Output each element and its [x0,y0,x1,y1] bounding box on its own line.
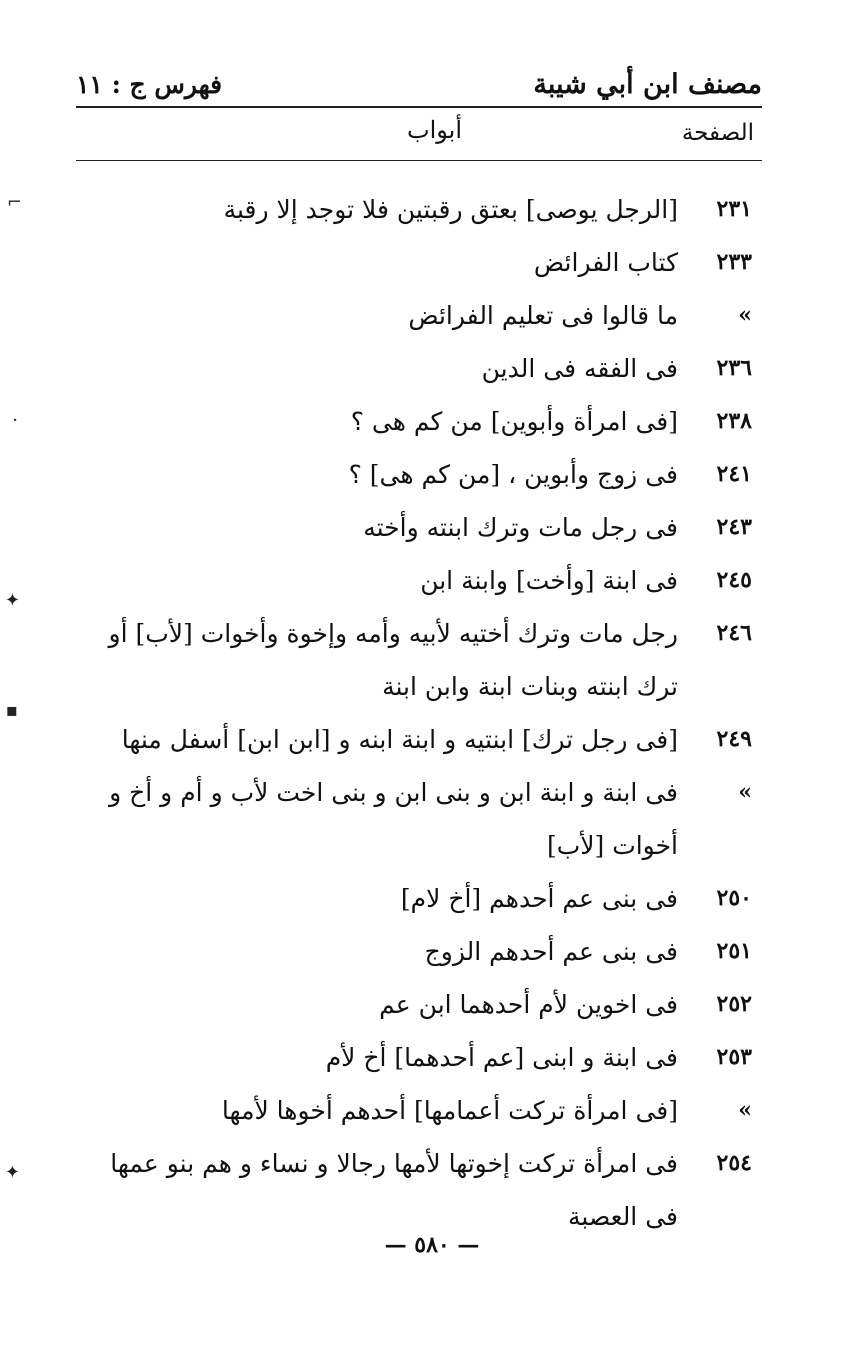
entry-title: [فى امرأة تركت أعمامها] أحدهم أخوها لأمها [221,1096,678,1125]
index-entry [80,766,760,872]
margin-mark-icon: ⌐ [6,192,22,213]
running-header [76,62,762,108]
entry-title: [فى امرأة وأبوين] من كم هى ؟ [350,407,678,436]
entry-page-number: ٢٥١ [716,938,752,964]
entry-page-number: ٢٤٩ [716,726,752,752]
entry-title: فى بنى عم أحدهم الزوج [424,937,678,966]
page-number: — ٥٨٠ — [384,1232,480,1258]
entry-title: [فى رجل ترك] ابنتيه و ابنة ابنه و [ابن ابن] أسفل منها [121,725,678,754]
entry-page-number: » [738,779,752,805]
entry-title: رجل مات وترك أختيه لأبيه وأمه وإخوة وأخوات [لأب] أو ترك ابنته وبنات ابنة وابن ابنة [108,619,678,701]
index-entry [80,554,760,607]
index-entry [80,501,760,554]
entry-title: فى رجل مات وترك ابنته وأخته [363,513,678,542]
column-header [76,108,762,161]
entry-title: ما قالوا فى تعليم الفرائض [408,301,678,330]
entry-page-number: ٢٣١ [716,196,752,222]
index-entry [80,607,760,713]
entry-page-number: ٢٤٥ [716,567,752,593]
entry-page-number: » [738,302,752,328]
index-entry [80,978,760,1031]
index-entries [80,183,760,1243]
index-entry [80,236,760,289]
index-entry [80,713,760,766]
index-entry [80,448,760,501]
index-entry [80,183,760,236]
index-entry [80,872,760,925]
entry-title: فى امرأة تركت إخوتها لأمها رجالا و نساء و هم بنو عمها فى العصبة [110,1149,678,1231]
entry-page-number: ٢٣٣ [716,249,752,275]
entry-title: فى بنى عم أحدهم [أخ لام] [400,884,678,913]
entry-page-number: ٢٥٣ [716,1044,752,1070]
entry-title: [الرجل يوصى] بعتق رقبتين فلا توجد إلا رقبة [223,195,678,224]
chapters-column-heading: أبواب [406,116,462,144]
margin-mark-icon: ▪ [5,700,18,721]
index-entry [80,289,760,342]
index-reference: فهرس ج : ١١ [76,69,223,99]
entry-page-number: ٢٥٢ [716,991,752,1017]
entry-page-number: ٢٥٠ [716,885,752,911]
index-entry [80,395,760,448]
entry-page-number: ٢٤٣ [716,514,752,540]
entry-page-number: ٢٥٤ [716,1150,752,1176]
entry-title: فى ابنة و ابنى [عم أحدهما] أخ لأم [325,1043,678,1072]
index-entry [80,1031,760,1084]
margin-mark-icon: · [12,410,18,431]
index-entry [80,342,760,395]
book-title: مصنف ابن أبي شيبة [533,68,762,100]
entry-title: فى اخوين لأم أحدهما ابن عم [379,990,678,1019]
entry-title: فى الفقه فى الدين [481,354,678,383]
margin-mark-icon: ✦ [4,1162,20,1183]
entry-title: كتاب الفرائض [533,248,678,277]
index-entry [80,1137,760,1243]
index-entry [80,1084,760,1137]
entry-page-number: » [738,1097,752,1123]
page-column-heading: الصفحة [681,120,754,146]
entry-page-number: ٢٤٦ [716,620,752,646]
entry-page-number: ٢٤١ [716,461,752,487]
index-entry [80,925,760,978]
entry-title: فى ابنة و ابنة ابن و بنى ابن و بنى اخت لأب و أم و أخ و أخوات [لأب] [109,778,678,860]
entry-title: فى زوج وأبوين ، [من كم هى] ؟ [348,460,678,489]
margin-mark-icon: ✦ [4,590,20,611]
entry-title: فى ابنة [وأخت] وابنة ابن [420,566,678,595]
entry-page-number: ٢٣٨ [716,408,752,434]
entry-page-number: ٢٣٦ [716,355,752,381]
